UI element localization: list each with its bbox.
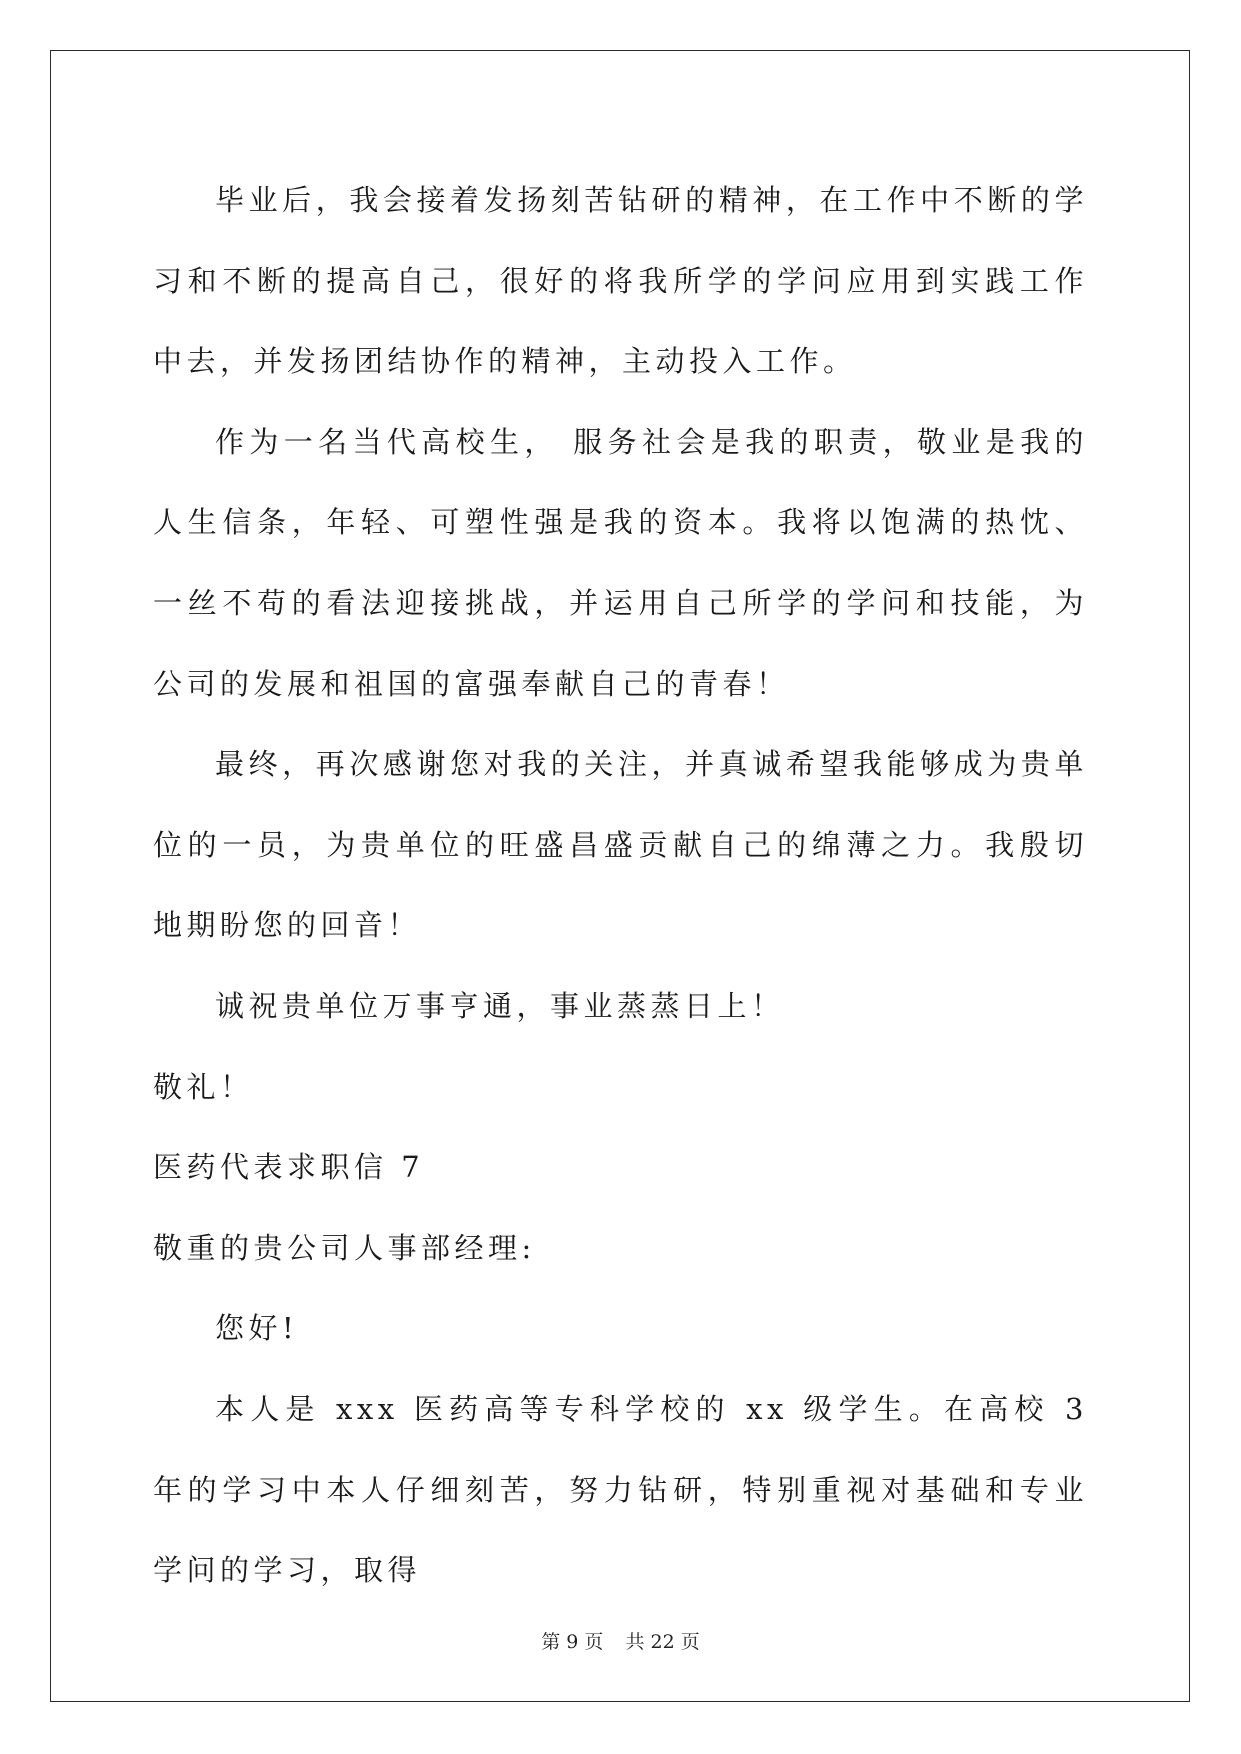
section-title: 医药代表求职信 7 — [153, 1150, 425, 1185]
letter-greeting: 您好! — [215, 1311, 299, 1346]
paragraph: 最终，再次感谢您对我的关注，并真诚希望我能够成为贵单位的一员，为贵单位的旺盛昌盛贡献自己的绵薄之力。我殷切地期盼您的回音！ — [153, 747, 1088, 943]
page-footer — [0, 1627, 1241, 1654]
paragraph: 作为一名当代高校生， 服务社会是我的职责，敬业是我的人生信条，年轻、可塑性强是我的资本。我将以饱满的热忱、一丝不苟的看法迎接挑战，并运用自己所学的学问和技能，为公司的发展和祖国的富强奉献自己的青春！ — [153, 424, 1088, 701]
document-body — [153, 160, 1088, 1611]
paragraph: 本人是 xxx 医药高等专科学校的 xx 级学生。在高校 3 年的学习中本人仔细刻苦，努力钻研，特别重视对基础和专业学问的学习，取得 — [153, 1391, 1088, 1588]
paragraph: 毕业后，我会接着发扬刻苦钻研的精神，在工作中不断的学习和不断的提高自己，很好的将我所学的学问应用到实践工作中去，并发扬团结协作的精神，主动投入工作。 — [153, 183, 1088, 379]
page-number: 第 9 页 — [541, 1631, 604, 1653]
page-total: 共 22 页 — [625, 1631, 700, 1653]
paragraph: 诚祝贵单位万事亨通，事业蒸蒸日上！ — [215, 988, 785, 1023]
letter-addressee: 敬重的贵公司人事部经理: — [153, 1230, 536, 1265]
closing-salutation: 敬礼！ — [153, 1069, 254, 1104]
